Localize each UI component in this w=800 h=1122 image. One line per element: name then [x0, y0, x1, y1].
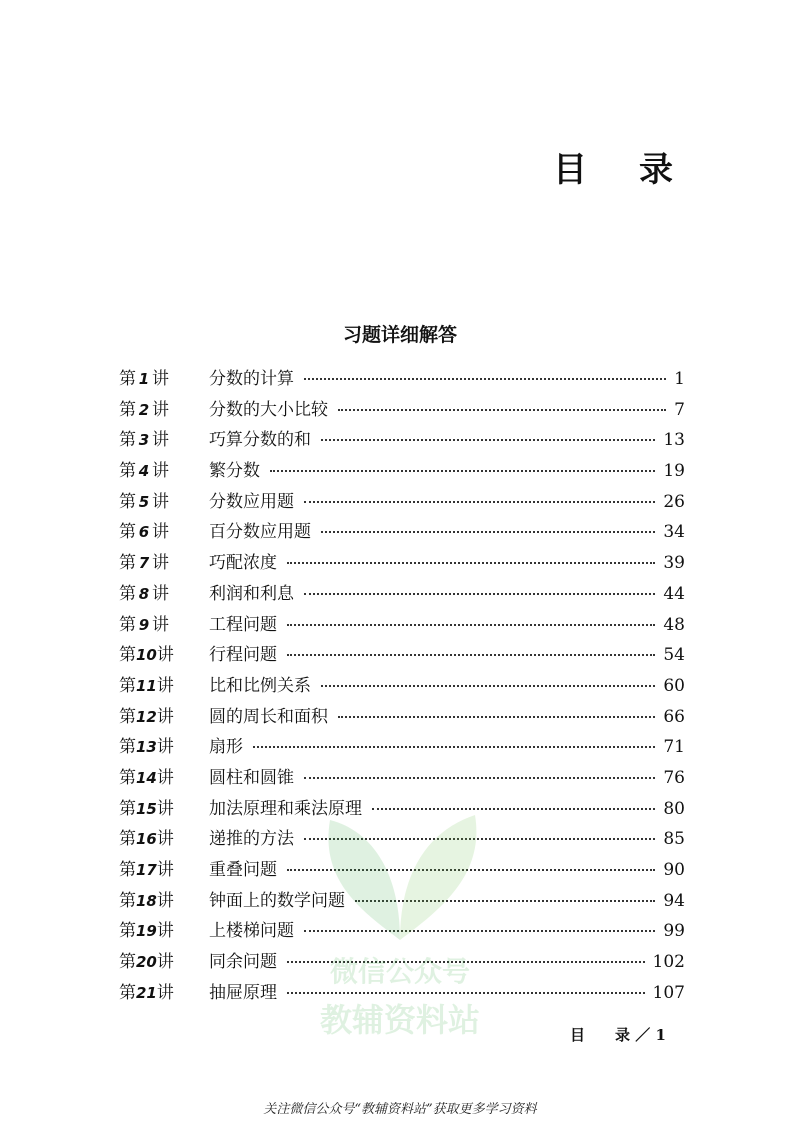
toc-prefix: 第: [119, 645, 136, 666]
footer-page-label: 目 录 ／ 1: [570, 1026, 666, 1044]
toc-leader-dots: [287, 960, 645, 963]
toc-leader-dots: [321, 684, 655, 687]
toc-page-number: 94: [663, 890, 685, 911]
toc-page-number: 76: [663, 767, 685, 788]
toc-prefix: 第: [119, 798, 136, 819]
toc-leader-dots: [287, 868, 655, 871]
toc-title: 递推的方法: [209, 829, 294, 850]
toc-page-number: 19: [663, 461, 685, 482]
toc-prefix: 第: [119, 860, 136, 880]
toc-lecture-number: 9: [138, 615, 150, 634]
toc-lecture-label: [119, 579, 209, 604]
toc-suffix: 讲: [156, 952, 174, 973]
toc-lecture-label: [119, 702, 209, 727]
toc-title: 分数的大小比较: [209, 399, 328, 420]
toc-prefix: 第: [119, 767, 136, 788]
toc-title: 分数应用题: [209, 491, 294, 512]
toc-lecture-label: [119, 855, 209, 880]
toc-suffix: 讲: [152, 399, 169, 420]
toc-lecture-label: [119, 610, 209, 635]
toc-row[interactable]: [119, 947, 685, 978]
toc-prefix: 第: [119, 553, 136, 574]
toc-suffix: 讲: [156, 645, 174, 666]
toc-page-number: 13: [663, 430, 685, 451]
toc-leader-dots: [287, 623, 655, 626]
toc-prefix: 第: [119, 982, 136, 1003]
toc-suffix: 讲: [152, 614, 169, 635]
toc-leader-dots: [287, 991, 645, 994]
toc-row[interactable]: [119, 732, 685, 763]
toc-title: 上楼梯问题: [209, 921, 294, 942]
toc-suffix: 讲: [156, 767, 174, 788]
toc-title: 抽屉原理: [209, 982, 277, 1003]
toc-prefix: 第: [119, 369, 136, 389]
toc-prefix: 第: [119, 737, 136, 758]
toc-leader-dots: [338, 408, 666, 411]
toc-title: 巧算分数的和: [209, 430, 311, 451]
toc-suffix: 讲: [156, 675, 174, 696]
watermark-line-1: 微信公众号: [329, 955, 470, 988]
page-title-char-1: 目: [553, 150, 587, 190]
toc-leader-dots: [304, 377, 666, 380]
toc-lecture-label: [119, 517, 209, 542]
toc-lecture-label: [119, 794, 209, 819]
toc-leader-dots: [321, 438, 655, 441]
toc-lecture-number: 3: [138, 431, 150, 450]
toc-lecture-label: [119, 548, 209, 573]
toc-row[interactable]: [119, 702, 685, 733]
toc-page-number: 107: [652, 982, 685, 1003]
toc-row[interactable]: [119, 456, 685, 487]
toc-lecture-number: 16: [136, 830, 157, 849]
toc-title: 利润和利息: [209, 583, 294, 604]
toc-page-number: 80: [663, 798, 685, 819]
toc-suffix: 讲: [156, 798, 174, 819]
toc-prefix: 第: [119, 890, 136, 911]
toc-leader-dots: [321, 530, 655, 533]
toc-prefix: 第: [119, 583, 136, 604]
toc-leader-dots: [270, 469, 655, 472]
toc-title: 同余问题: [209, 952, 277, 973]
toc-row[interactable]: [119, 579, 685, 610]
toc-title: 圆柱和圆锥: [209, 767, 294, 788]
toc-suffix: 讲: [156, 860, 174, 880]
toc-row[interactable]: [119, 886, 685, 917]
toc-leader-dots: [304, 929, 655, 932]
toc-title: 圆的周长和面积: [209, 706, 328, 727]
toc-page-number: 85: [663, 829, 685, 850]
toc-suffix: 讲: [152, 491, 169, 512]
toc-prefix: 第: [119, 522, 136, 543]
toc-title: 百分数应用题: [209, 522, 311, 543]
toc-lecture-number: 11: [136, 676, 157, 695]
toc-lecture-label: [119, 671, 209, 696]
toc-page-number: 71: [663, 737, 685, 758]
toc-page-number: 102: [652, 952, 685, 973]
toc-page-number: 90: [663, 860, 685, 880]
toc-row[interactable]: [119, 395, 685, 426]
toc-lecture-number: 7: [138, 554, 150, 573]
table-of-contents: [119, 364, 685, 1008]
toc-title: 巧配浓度: [209, 553, 277, 574]
toc-lecture-label: [119, 763, 209, 788]
toc-prefix: 第: [119, 461, 136, 482]
toc-lecture-number: 6: [138, 523, 150, 542]
toc-leader-dots: [304, 776, 655, 779]
toc-lecture-label: [119, 916, 209, 941]
toc-lecture-label: [119, 364, 209, 389]
toc-page-number: 7: [674, 399, 685, 420]
toc-lecture-label: [119, 886, 209, 911]
toc-page-number: 39: [663, 553, 685, 574]
toc-lecture-number: 14: [136, 768, 157, 787]
toc-lecture-label: [119, 978, 209, 1003]
toc-prefix: 第: [119, 399, 136, 420]
toc-lecture-number: 10: [136, 646, 157, 665]
toc-suffix: 讲: [156, 829, 174, 850]
toc-lecture-label: [119, 425, 209, 450]
toc-row[interactable]: [119, 425, 685, 456]
toc-suffix: 讲: [156, 890, 174, 911]
toc-suffix: 讲: [156, 982, 174, 1003]
toc-prefix: 第: [119, 491, 136, 512]
toc-suffix: 讲: [156, 921, 174, 942]
toc-lecture-number: 20: [136, 953, 157, 972]
toc-title: 钟面上的数学问题: [209, 890, 345, 911]
toc-row[interactable]: [119, 763, 685, 794]
toc-lecture-number: 21: [136, 983, 157, 1002]
toc-suffix: 讲: [156, 706, 174, 727]
toc-lecture-label: [119, 947, 209, 972]
toc-leader-dots: [304, 837, 655, 840]
toc-suffix: 讲: [152, 369, 169, 389]
toc-lecture-number: 13: [136, 738, 157, 757]
toc-leader-dots: [304, 500, 655, 503]
toc-row[interactable]: [119, 916, 685, 947]
toc-suffix: 讲: [152, 583, 169, 604]
toc-prefix: 第: [119, 829, 136, 850]
toc-page-number: 34: [663, 522, 685, 543]
toc-title: 重叠问题: [209, 860, 277, 880]
toc-leader-dots: [287, 561, 655, 564]
toc-title: 分数的计算: [209, 369, 294, 389]
toc-prefix: 第: [119, 430, 136, 451]
toc-title: 扇形: [209, 737, 243, 758]
toc-row[interactable]: [119, 364, 685, 395]
toc-title: 繁分数: [209, 461, 260, 482]
toc-leader-dots: [304, 592, 655, 595]
toc-row[interactable]: [119, 640, 685, 671]
toc-prefix: 第: [119, 706, 136, 727]
toc-lecture-number: 12: [136, 707, 157, 726]
toc-row[interactable]: [119, 610, 685, 641]
toc-lecture-number: 18: [136, 891, 157, 910]
toc-lecture-label: [119, 640, 209, 665]
toc-row[interactable]: [119, 517, 685, 548]
toc-leader-dots: [287, 653, 655, 656]
toc-row[interactable]: [119, 794, 685, 825]
toc-leader-dots: [338, 715, 655, 718]
page-title-char-2: 录: [639, 150, 673, 190]
toc-suffix: 讲: [152, 553, 169, 574]
toc-page-number: 54: [663, 645, 685, 666]
toc-row[interactable]: [119, 978, 685, 1009]
toc-prefix: 第: [119, 675, 136, 696]
toc-title: 行程问题: [209, 645, 277, 666]
toc-page-number: 48: [663, 614, 685, 635]
toc-page-number: 44: [663, 583, 685, 604]
section-title: 习题详细解答: [342, 324, 457, 346]
toc-lecture-label: [119, 395, 209, 420]
footer-note: 关注微信公众号“教辅资料站”获取更多学习资料: [263, 1102, 537, 1117]
toc-row[interactable]: [119, 548, 685, 579]
toc-lecture-label: [119, 824, 209, 849]
toc-page-number: 66: [663, 706, 685, 727]
toc-suffix: 讲: [152, 461, 169, 482]
toc-page-number: 60: [663, 675, 685, 696]
toc-suffix: 讲: [156, 737, 174, 758]
toc-page-number: 1: [674, 369, 685, 389]
toc-suffix: 讲: [152, 430, 169, 451]
toc-prefix: 第: [119, 921, 136, 942]
toc-page-number: 99: [663, 921, 685, 942]
watermark-line-2: 教辅资料站: [319, 1001, 480, 1039]
toc-lecture-label: [119, 456, 209, 481]
toc-prefix: 第: [119, 952, 136, 973]
toc-leader-dots: [372, 807, 655, 810]
toc-row[interactable]: [119, 855, 685, 886]
toc-title: 加法原理和乘法原理: [209, 798, 362, 819]
toc-lecture-label: [119, 732, 209, 757]
toc-prefix: 第: [119, 614, 136, 635]
toc-lecture-number: 5: [138, 492, 150, 511]
toc-lecture-number: 8: [138, 584, 150, 603]
toc-lecture-number: 19: [136, 922, 157, 941]
toc-lecture-number: 2: [138, 400, 150, 419]
toc-suffix: 讲: [152, 522, 169, 543]
toc-row[interactable]: [119, 671, 685, 702]
toc-lecture-label: [119, 487, 209, 512]
toc-title: 比和比例关系: [209, 675, 311, 696]
toc-leader-dots: [355, 899, 655, 902]
toc-page-number: 26: [663, 491, 685, 512]
page-title: [553, 142, 673, 191]
toc-row[interactable]: [119, 487, 685, 518]
toc-row[interactable]: [119, 824, 685, 855]
toc-title: 工程问题: [209, 614, 277, 635]
toc-lecture-number: 17: [136, 861, 157, 879]
toc-leader-dots: [253, 745, 655, 748]
toc-lecture-number: 1: [138, 370, 150, 388]
toc-lecture-number: 4: [138, 462, 150, 481]
toc-lecture-number: 15: [136, 799, 157, 818]
